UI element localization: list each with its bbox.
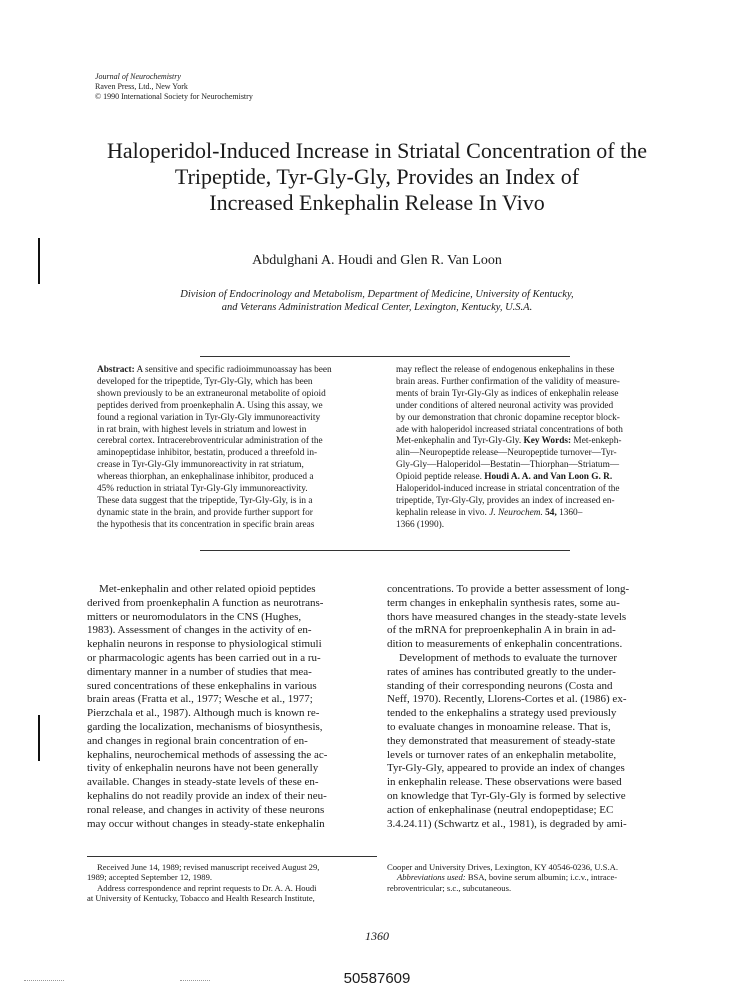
abstract-line: developed for the tripeptide, Tyr-Gly-Gly, which has been <box>97 376 313 387</box>
title-line: Tripeptide, Tyr-Gly-Gly, Provides an Index of <box>174 164 580 189</box>
abstract-line: Haloperidol-induced increase in striatal concentration of the <box>396 484 620 495</box>
abstract-text: Opioid peptide release. <box>396 472 482 483</box>
body-line: they demonstrated that measurement of steady-state <box>387 734 616 747</box>
abstract-line: brain areas. Further confirmation of the validity of measure- <box>396 376 620 387</box>
abstract-line: 45% reduction in striatal Tyr-Gly-Gly immunoreactivity. <box>97 484 308 495</box>
body-line: dimentary manner in a number of studies that mea- <box>87 665 312 678</box>
abstract-line: ments of brain Tyr-Gly-Gly as indices of enkephalin release <box>396 388 619 399</box>
body-line: standing of their corresponding neurons (Costa and <box>387 679 613 692</box>
body-line: kephalins, neurochemical methods of assessing the ac- <box>87 748 328 761</box>
abstract-line: by our demonstration that chronic dopamine receptor block- <box>396 412 620 423</box>
body-line: Development of methods to evaluate the turnover <box>399 651 618 664</box>
body-line: available. Changes in steady-state levels of these en- <box>87 776 319 789</box>
body-line: or pharmacologic agents has been carried out in a ru- <box>87 651 321 664</box>
margin-mark <box>38 715 40 761</box>
body-line: tended to the enkephalins a strategy used previously <box>387 707 617 720</box>
journal-header <box>95 72 253 102</box>
abbreviations-label: Abbreviations used: <box>397 872 466 883</box>
footnote-rule <box>87 856 377 857</box>
authors: Abdulghani A. Houdi and Glen R. Van Loon <box>252 253 502 268</box>
abstract-line: under conditions of altered neuronal activity was provided <box>396 400 614 411</box>
footnote-line: Address correspondence and reprint requests to Dr. A. A. Houdi <box>97 882 317 893</box>
citation-authors: Houdi A. A. and Van Loon G. R. <box>484 472 613 483</box>
keywords-label: Key Words: <box>523 436 572 447</box>
affiliation-line: Division of Endocrinology and Metabolism, Department of Medicine, University of Kentucky, <box>180 289 574 300</box>
body-line: kephalin neurons in response to physiological stimuli <box>87 638 322 651</box>
body-line: action of enkephalinase (neutral endopeptidase; EC <box>387 803 614 816</box>
footnote-line: at University of Kentucky, Tobacco and Health Research Institute, <box>87 893 315 904</box>
abbreviations-text: BSA, bovine serum albumin; i.c.v., intrace- <box>467 872 618 883</box>
body-line: Tyr-Gly-Gly, appeared to provide an index of changes <box>387 762 625 775</box>
article-title <box>60 138 694 216</box>
citation-volume: 54, <box>545 507 557 518</box>
citation-journal: J. Neurochem. <box>489 507 543 518</box>
document-id: 50587609 <box>343 970 411 987</box>
abstract-line: shown previously to be an extraneuronal metabolite of opioid <box>97 388 326 399</box>
abstract-line: the hypothesis that its concentration in specific brain areas <box>97 519 315 530</box>
body-line: ronal release, and changes in activity of these neurons <box>87 803 325 816</box>
body-line: rates of amines has contributed greatly to the under- <box>387 665 616 678</box>
body-line: levels or turnover rates of an enkephalin metabolite, <box>387 748 617 761</box>
abstract-left-column <box>97 365 367 532</box>
footnote-line: Received June 14, 1989; revised manuscript received August 29, <box>97 862 320 872</box>
abstract-text: A sensitive and specific radioimmunoassay has been <box>136 365 332 375</box>
abstract-top-rule <box>200 356 570 357</box>
abstract-line: crease in Tyr-Gly-Gly immunoreactivity in rat striatum, <box>97 460 304 471</box>
citation-pages-end: 1366 (1990). <box>396 519 445 530</box>
body-line: kephalins do not readily provide an index of their neu- <box>87 789 327 802</box>
footnote-line <box>387 872 677 882</box>
body-line: Pierzchala et al., 1987). Although much is known re- <box>87 707 320 720</box>
abstract-line: may reflect the release of endogenous enkephalins in these <box>396 365 615 375</box>
body-line: tivity of enkephalin neurons have not been generally <box>87 762 319 775</box>
abstract-label: Abstract: <box>97 365 135 375</box>
body-line: term changes in enkephalin synthesis rates, some au- <box>387 596 620 609</box>
abstract-line: aminopeptidase inhibitor, bestatin, produced a threefold in- <box>97 448 318 459</box>
body-line: sured concentrations of these enkephalins in various <box>87 679 317 692</box>
body-line: in enkephalin release. These observations were based <box>387 776 622 789</box>
abstract-line <box>97 365 367 377</box>
keywords-line <box>396 436 676 448</box>
abstract-bottom-rule <box>200 550 570 551</box>
footnote-left <box>87 862 377 904</box>
journal-copyright: © 1990 International Society for Neurochemistry <box>95 92 253 101</box>
body-line: thors have measured changes in the steady-state levels <box>387 610 627 623</box>
journal-name: Journal of Neurochemistry <box>95 72 181 81</box>
body-left-column <box>87 583 377 831</box>
footnote-line: Cooper and University Drives, Lexington, KY 40546-0236, U.S.A. <box>387 862 618 872</box>
body-line: on knowledge that Tyr-Gly-Gly is formed by selective <box>387 789 626 802</box>
abstract-text: Met-enkephalin and Tyr-Gly-Gly. <box>396 436 522 447</box>
body-right-column <box>387 583 677 831</box>
body-line: derived from proenkephalin A function as neurotrans- <box>87 596 324 609</box>
affiliation <box>80 288 674 314</box>
abstract-line: ade with haloperidol increased striatal concentrations of both <box>396 424 623 435</box>
body-line: garding the localization, mechanisms of biosynthesis, <box>87 720 323 733</box>
journal-publisher: Raven Press, Ltd., New York <box>95 82 188 91</box>
page-number: 1360 <box>365 929 389 943</box>
body-line: 1983). Assessment of changes in the activity of en- <box>87 624 312 637</box>
abstract-line: tripeptide, Tyr-Gly-Gly, provides an index of increased en- <box>396 495 615 506</box>
citation-line <box>396 508 676 520</box>
affiliation-line: and Veterans Administration Medical Center, Lexington, Kentucky, U.S.A. <box>221 302 533 313</box>
abstract-line: peptides derived from proenkephalin A. Using this assay, we <box>97 400 323 411</box>
abstract-line: Gly-Gly—Haloperidol—Bestatin—Thiorphan—Striatum— <box>396 460 620 471</box>
body-line: brain areas (Fratta et al., 1977; Wesche et al., 1977; <box>87 693 313 706</box>
abstract-text: kephalin release in vivo. <box>396 507 487 518</box>
abstract-line: dynamic state in the brain, and provide further support for <box>97 507 313 518</box>
abstract-right-column <box>396 365 676 532</box>
body-line: Met-enkephalin and other related opioid peptides <box>99 583 316 595</box>
title-line: Haloperidol-Induced Increase in Striatal Concentration of the <box>106 138 648 163</box>
footnote-line: 1989; accepted September 12, 1989. <box>87 872 213 883</box>
body-line: Neff, 1970). Recently, Llorens-Cortes et al. (1986) ex- <box>387 693 627 706</box>
body-line: dition to measurements of enkephalin concentrations. <box>387 638 623 651</box>
body-line: concentrations. To provide a better assessment of long- <box>387 583 630 595</box>
body-line: to evaluate changes in monoamine release. That is, <box>387 720 611 733</box>
body-line: of the mRNA for preproenkephalin A in brain in ad- <box>387 624 616 637</box>
abstract-line: These data suggest that the tripeptide, Tyr-Gly-Gly, is in a <box>97 495 313 506</box>
footnote-right <box>387 862 677 893</box>
abstract-line: cerebral cortex. Intracerebroventricular administration of the <box>97 436 323 447</box>
abstract-text: Met-enkeph- <box>573 436 622 447</box>
body-line: 3.4.24.11) (Schwartz et al., 1981), is degraded by ami- <box>387 817 627 830</box>
citation-line <box>396 472 676 484</box>
title-line: Increased Enkephalin Release In Vivo <box>209 190 545 215</box>
citation-pages: 1360– <box>559 507 583 518</box>
abstract-line: found a regional variation in Tyr-Gly-Gly immunoreactivity <box>97 412 321 423</box>
body-line: mitters or neuromodulators in the CNS (Hughes, <box>87 610 302 623</box>
abstract-line: in rat brain, with highest levels in striatum and lowest in <box>97 424 307 435</box>
abstract-line: alin—Neuropeptide release—Neuropeptide turnover—Tyr- <box>396 448 617 459</box>
footnote-line: rebroventricular; s.c., subcutaneous. <box>387 882 512 893</box>
abstract-line: whereas thiorphan, an enkephalinase inhibitor, produced a <box>97 472 314 483</box>
body-line: and changes in regional brain concentration of en- <box>87 734 308 747</box>
body-line: may occur without changes in steady-state enkephalin <box>87 817 325 830</box>
